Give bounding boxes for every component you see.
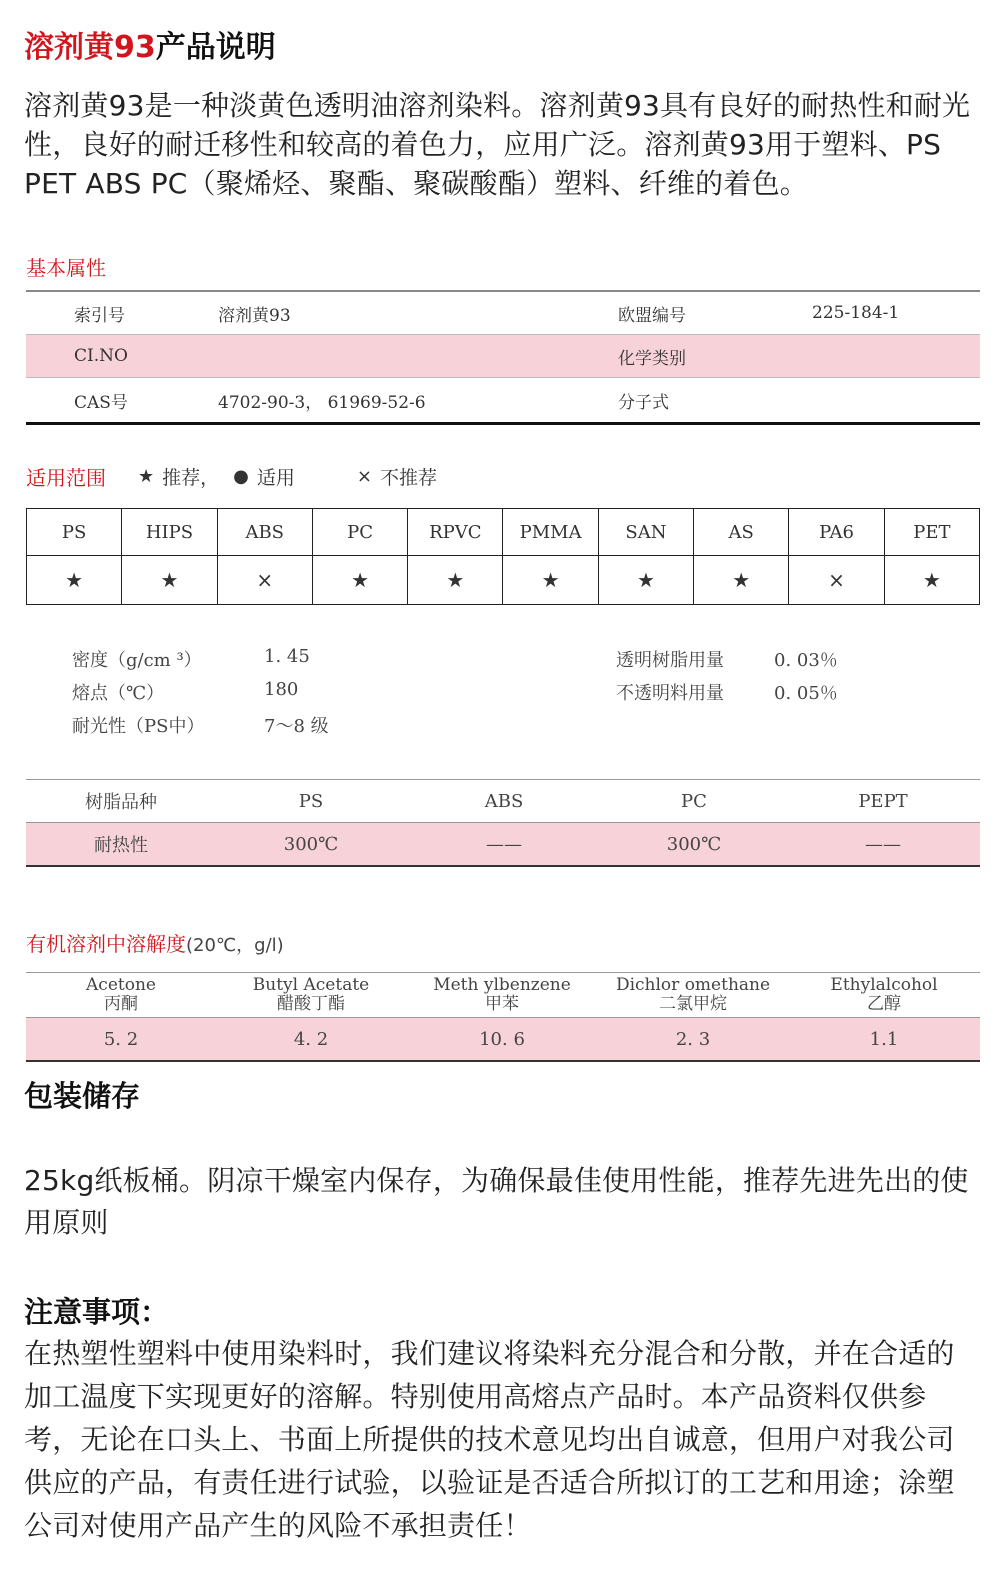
opaque-dosage-value: 0. 05％ — [774, 683, 838, 704]
solubility-title — [26, 928, 284, 957]
rating-icon: ★ — [598, 556, 693, 605]
table-header-cell: RPVC — [408, 509, 503, 556]
table-row — [26, 822, 980, 865]
star-icon: ★ — [138, 466, 155, 487]
solubility-table — [26, 972, 980, 1062]
notes-text: 在热塑性塑料中使用染料时，我们建议将染料充分混合和分散，并在合适的加工温度下实现更好的溶解。特别使用高熔点产品时。本产品资料仅供参考，无论在口头上、书面上所提供的技术意见均出自诚意，但用户对我公司供应的产品，有责任进行试验，以验证是否适合所拟订的工艺和用途；涂塑公司对使用产品产生的风险不承担责任！ — [24, 1337, 955, 1542]
table-cell: CAS号 — [74, 392, 128, 413]
page-title — [24, 22, 276, 66]
basic-properties-label: 基本属性 — [26, 256, 106, 280]
table-header-cell: PMMA — [503, 509, 598, 556]
table-header-cell: AS — [694, 509, 789, 556]
legend-not-recommended: 不推荐 — [379, 467, 437, 489]
table-cell: 欧盟编号 — [618, 305, 686, 326]
solvent-name-zh: 甲苯 — [485, 994, 519, 1014]
page-title-suffix: 产品说明 — [155, 30, 276, 65]
table-row — [26, 1017, 980, 1060]
table-header-cell: 树脂品种 — [85, 792, 157, 813]
table-header-cell — [216, 976, 406, 1014]
rating-icon: × — [217, 556, 312, 605]
table-header-cell — [788, 976, 980, 1014]
table-cell: —— — [865, 833, 901, 855]
table-header-cell: PA6 — [789, 509, 884, 556]
table-cell: 耐热性 — [94, 835, 148, 856]
solvent-name-en: Butyl Acetate — [252, 975, 370, 995]
light-fastness-label: 耐光性（PS中） — [72, 716, 205, 737]
notes-heading: 注意事项： — [24, 1295, 170, 1329]
table-cell: —— — [486, 833, 522, 855]
dot-icon: ● — [233, 466, 249, 487]
table-cell: CI.NO — [74, 346, 128, 366]
rating-icon: ★ — [503, 556, 598, 605]
table-cell: 300℃ — [283, 833, 339, 855]
application-range-table — [26, 508, 980, 605]
density-label: 密度（g/cm ³） — [72, 650, 202, 671]
rating-icon: ★ — [408, 556, 503, 605]
table-header-cell: PET — [884, 509, 979, 556]
table-header-cell: ABS — [217, 509, 312, 556]
melting-point-label: 熔点（℃） — [72, 683, 165, 704]
solvent-name-en: Dichlor omethane — [615, 975, 771, 995]
application-range-label: 适用范围 — [26, 466, 106, 490]
solvent-name-en: Meth ylbenzene — [433, 975, 571, 995]
rating-icon: ★ — [122, 556, 217, 605]
table-row — [26, 378, 980, 422]
solvent-name-zh: 醋酸丁酯 — [277, 994, 345, 1014]
solubility-title-main: 有机溶剂中溶解度 — [26, 932, 186, 956]
table-cell: 225-184-1 — [812, 303, 900, 323]
transparent-dosage-label: 透明树脂用量 — [616, 650, 724, 671]
table-row — [27, 509, 980, 556]
table-cell: 300℃ — [666, 833, 722, 855]
table-header-cell: PC — [312, 509, 407, 556]
table-cell: 溶剂黄93 — [218, 305, 291, 326]
table-header-cell: PC — [681, 790, 707, 812]
table-cell: 10. 6 — [479, 1028, 525, 1050]
density-value: 1. 45 — [264, 646, 310, 667]
table-cell: 4. 2 — [293, 1028, 329, 1050]
table-header-cell — [406, 976, 598, 1014]
table-cell: 4702-90-3， 61969-52-6 — [218, 392, 426, 413]
transparent-dosage-value: 0. 03％ — [774, 650, 838, 671]
legend-recommended: 推荐， — [162, 467, 220, 489]
table-header-cell: SAN — [598, 509, 693, 556]
packaging-text: 25kg纸板桶。阴凉干燥室内保存，为确保最佳使用性能，推荐先进先出的使用原则 — [24, 1164, 969, 1239]
table-header-cell: PEPT — [858, 790, 908, 812]
melting-point-value: 180 — [264, 679, 299, 700]
table-header-cell — [598, 976, 788, 1014]
table-row — [26, 292, 980, 335]
table-row — [26, 973, 980, 1017]
table-row — [26, 335, 980, 378]
solvent-name-zh: 二氯甲烷 — [659, 994, 727, 1014]
table-header-cell: ABS — [484, 790, 524, 812]
heat-resistance-table — [26, 779, 980, 867]
solvent-name-zh: 乙醇 — [867, 994, 901, 1014]
application-range-legend — [26, 462, 437, 491]
table-header-cell — [26, 976, 216, 1014]
rating-icon: ★ — [884, 556, 979, 605]
table-header-cell: PS — [27, 509, 122, 556]
basic-properties-table — [26, 290, 980, 425]
opaque-dosage-label: 不透明料用量 — [616, 683, 724, 704]
table-cell: 5. 2 — [103, 1028, 139, 1050]
table-cell: 2. 3 — [675, 1028, 711, 1050]
rating-icon: ★ — [694, 556, 789, 605]
rating-icon: ★ — [312, 556, 407, 605]
solvent-name-zh: 丙酮 — [104, 994, 138, 1014]
table-cell: 索引号 — [74, 305, 125, 326]
solvent-name-en: Ethylalcohol — [830, 975, 938, 995]
solvent-name-en: Acetone — [86, 975, 156, 995]
table-cell: 分子式 — [618, 392, 669, 413]
table-row — [27, 556, 980, 605]
table-cell: 1.1 — [869, 1028, 899, 1050]
light-fastness-value: 7～8 级 — [264, 716, 329, 737]
table-cell: 化学类别 — [618, 348, 686, 369]
table-header-cell: HIPS — [122, 509, 217, 556]
table-header-cell: PS — [298, 790, 324, 812]
packaging-heading: 包装储存 — [24, 1079, 141, 1113]
rating-icon: × — [789, 556, 884, 605]
legend-suitable: 适用 — [256, 467, 295, 489]
page-title-product: 溶剂黄93 — [24, 30, 156, 65]
rating-icon: ★ — [27, 556, 122, 605]
table-row — [26, 780, 980, 822]
cross-icon: × — [356, 466, 372, 487]
solubility-title-conditions: (20℃，g/l) — [186, 935, 284, 956]
intro-paragraph: 溶剂黄93是一种淡黄色透明油溶剂染料。溶剂黄93具有良好的耐热性和耐光性，良好的耐迁移性和较高的着色力，应用广泛。溶剂黄93用于塑料、PS PET ABS PC（聚烯烃、聚酯、聚碳酸酯）塑料、纤维的着色。 — [24, 89, 971, 200]
